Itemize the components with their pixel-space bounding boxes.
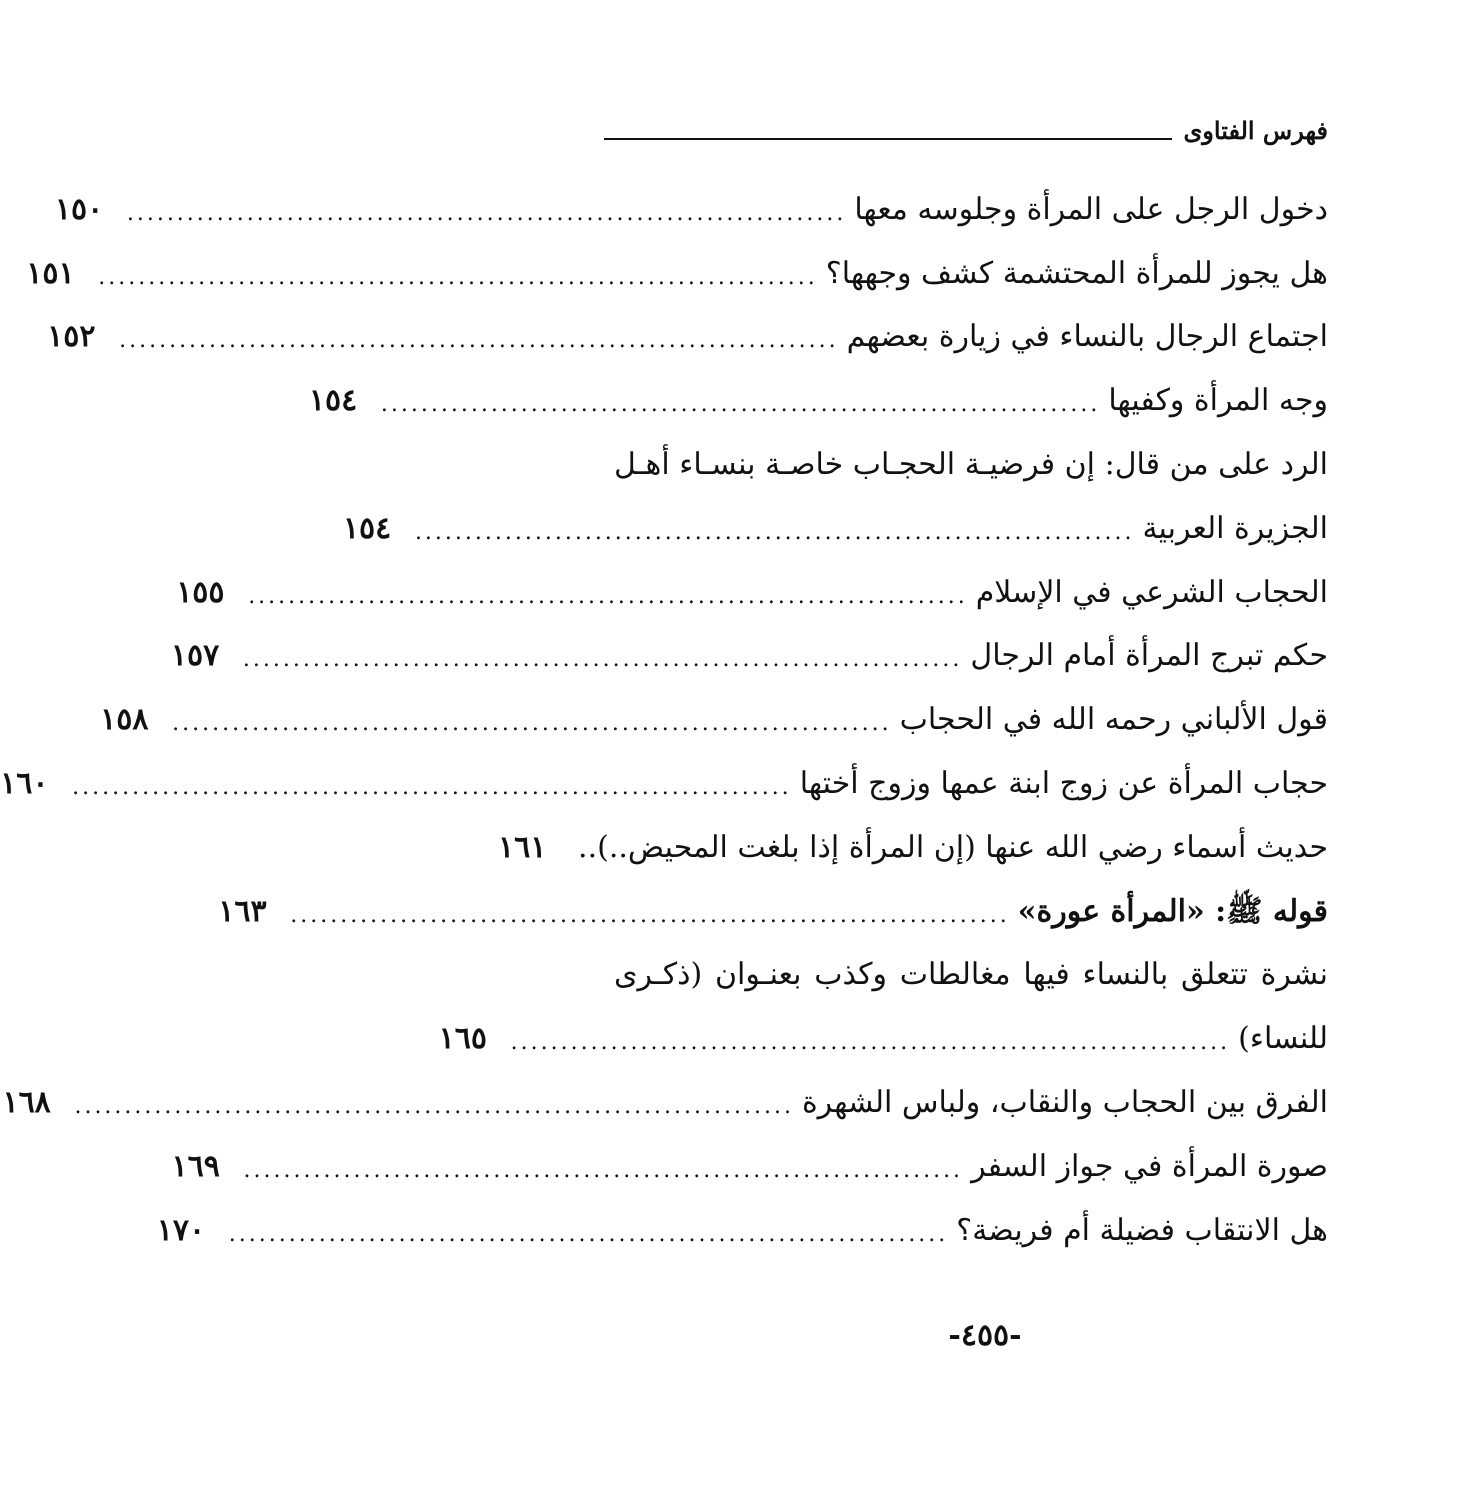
leader-dots: ........................................................................ <box>98 264 818 290</box>
toc-entry <box>100 688 1328 752</box>
toc-entry-title: حكم تبرج المرأة أمام الرجال <box>970 638 1328 674</box>
toc-entry <box>308 369 1328 433</box>
toc-entry-page: ١٦٥ <box>438 1021 487 1057</box>
leader-dots: ........................................................................ <box>72 775 792 801</box>
toc-entry <box>438 1007 1328 1071</box>
leader-dots: ........................................................................ <box>510 1030 1231 1056</box>
toc-entry-page: ١٥٤ <box>342 510 392 546</box>
toc-list <box>0 178 1328 1263</box>
leader-dots: ........................................................................ <box>243 1157 964 1183</box>
toc-entry-title: وجه المرأة وكفيها <box>1108 383 1328 419</box>
leader-dots: ........................................................................ <box>126 200 847 226</box>
toc-entry-title: الجزيرة العربية <box>1142 510 1328 546</box>
toc-entry-title: دخول الرجل على المرأة وجلوسه معها <box>854 191 1328 227</box>
toc-entry <box>171 1135 1328 1199</box>
toc-entry-page: ١٥٤ <box>308 383 358 419</box>
toc-entry-first-line <box>614 944 1328 1008</box>
toc-entry-page: ١٦١ <box>498 829 547 865</box>
leader-dots: ........................................................................ <box>228 1221 949 1247</box>
toc-entry <box>156 1199 1328 1263</box>
leader-dots: ........................................................................ <box>242 647 963 673</box>
toc-entry-title: قوله ﷺ: «المرأة عورة» <box>1017 893 1328 929</box>
toc-entry-title: نشرة تتعلق بالنساء فيها مغالطات وكذب بعنـوان (ذكـرى <box>614 957 1328 993</box>
toc-entry-page: ١٥٧ <box>170 638 220 674</box>
toc-entry-page: ١٥٠ <box>54 191 104 227</box>
toc-entry-first-line <box>614 433 1328 497</box>
toc-entry <box>54 178 1328 242</box>
toc-entry-page: ١٥٢ <box>47 319 96 355</box>
toc-entry-title: قول الألباني رحمه الله في الحجاب <box>899 702 1328 738</box>
header-rule <box>604 138 1172 140</box>
toc-entry <box>47 306 1328 370</box>
toc-entry-title: حديث أسماء رضي الله عنها (إن المرأة إذا بلغت المحيض..).. <box>578 829 1328 865</box>
page-number: -٤٥٥- <box>948 1318 1022 1353</box>
toc-entry <box>26 242 1328 306</box>
toc-entry <box>342 497 1328 561</box>
toc-entry-title: الحجاب الشرعي في الإسلام <box>975 574 1328 610</box>
toc-entry-title: الفرق بين الحجاب والنقاب، ولباس الشهرة <box>801 1085 1328 1121</box>
toc-entry-title: حجاب المرأة عن زوج ابنة عمها وزوج أختها <box>799 766 1328 802</box>
leader-dots: ........................................................................ <box>74 1094 794 1120</box>
toc-entry-title: هل يجوز للمرأة المحتشمة كشف وجهها؟ <box>825 255 1328 291</box>
toc-entry <box>498 816 1328 880</box>
toc-entry-title: الرد على من قال: إن فرضيـة الحجـاب خاصـة بنسـاء أهـل <box>614 447 1328 483</box>
toc-entry-title: صورة المرأة في جواز السفر <box>971 1148 1328 1184</box>
toc-entry <box>0 752 1328 816</box>
toc-entry-page: ١٥٨ <box>100 702 149 738</box>
leader-dots: ........................................................................ <box>119 328 839 354</box>
leader-dots: ........................................................................ <box>290 902 1010 928</box>
toc-entry-page: ١٦٩ <box>171 1148 220 1184</box>
toc-entry <box>2 1071 1328 1135</box>
leader-dots: ........................................................................ <box>414 519 1135 545</box>
toc-entry <box>218 880 1328 944</box>
toc-entry-page: ١٦٠ <box>0 766 49 802</box>
running-header <box>604 112 1328 148</box>
toc-entry-title: للنساء) <box>1238 1021 1328 1057</box>
toc-entry-page: ١٦٨ <box>2 1085 51 1121</box>
toc-entry <box>176 561 1328 625</box>
toc-entry-page: ١٧٠ <box>156 1212 206 1248</box>
toc-entry <box>170 625 1328 689</box>
leader-dots: ........................................................................ <box>172 711 892 737</box>
toc-entry-page: ١٥٥ <box>176 574 225 610</box>
toc-entry-title: هل الانتقاب فضيلة أم فريضة؟ <box>956 1212 1328 1248</box>
header-title: فهرس الفتاوى <box>1183 115 1328 145</box>
toc-entry-title: اجتماع الرجال بالنساء في زيارة بعضهم <box>846 319 1328 355</box>
leader-dots: ........................................................................ <box>248 583 968 609</box>
toc-entry-page: ١٥١ <box>26 255 75 291</box>
leader-dots: ........................................................................ <box>380 392 1101 418</box>
toc-entry-page: ١٦٣ <box>218 893 267 929</box>
